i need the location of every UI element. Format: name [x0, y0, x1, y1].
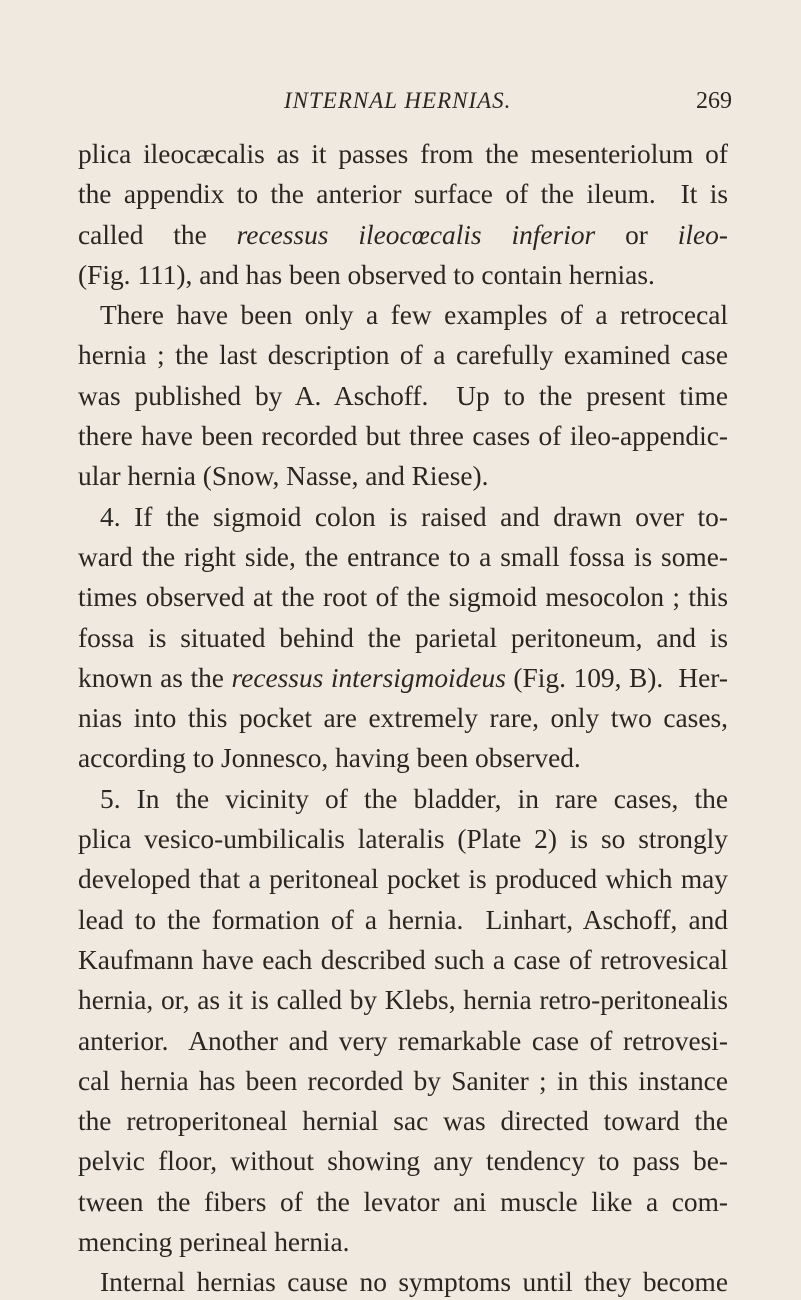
- text-line: [78, 819, 728, 859]
- text-line: [78, 1262, 728, 1300]
- text-run: 4. If the sigmoid colon is raised and drawn over to-: [100, 501, 728, 532]
- text-line: [78, 859, 728, 899]
- text-run: there have been recorded but three cases of ileo-appendic-: [78, 421, 728, 452]
- text-run: plica ileocæcalis as it passes from the mesenteriolum of: [78, 139, 728, 169]
- italic-term: recessus intersigmoideus: [231, 662, 506, 693]
- text-line: [78, 215, 728, 255]
- text-line: [78, 134, 728, 174]
- text-line: [78, 537, 728, 577]
- body-text: [78, 134, 728, 1300]
- text-run: mencing perineal hernia.: [78, 1227, 350, 1258]
- text-line: [78, 940, 728, 980]
- text-line: [78, 416, 728, 456]
- text-line: [78, 980, 728, 1020]
- page-number: 269: [696, 88, 732, 114]
- text-run: pelvic floor, without showing any tendency to pass be-: [78, 1146, 728, 1177]
- text-run: or: [595, 219, 678, 250]
- text-line: [78, 618, 728, 658]
- text-line: [78, 255, 728, 295]
- text-run: ward the right side, the entrance to a small fossa is some-: [78, 541, 728, 572]
- italic-term: ileo-: [677, 219, 728, 250]
- text-run: (Fig. 111), and has been observed to contain hernias.: [78, 259, 655, 290]
- text-line: [78, 1101, 728, 1141]
- text-line: [78, 658, 728, 698]
- text-run: plica vesico-umbilicalis lateralis (Plate 2) is so strongly: [78, 824, 728, 855]
- text-run: hernia, or, as it is called by Klebs, hernia retro-peritonealis: [78, 985, 728, 1016]
- text-line: [78, 1222, 728, 1262]
- text-run: There have been only a few examples of a retrocecal: [100, 300, 728, 331]
- text-run: ular hernia (Snow, Nasse, and Riese).: [78, 461, 489, 492]
- text-line: [78, 698, 728, 738]
- text-line: [78, 295, 728, 335]
- text-line: [78, 456, 728, 496]
- text-run: according to Jonnesco, having been observed.: [78, 743, 581, 774]
- text-run: Kaufmann have each described such a case of retrovesical: [78, 944, 728, 975]
- text-run: fossa is situated behind the parietal peritoneum, and is: [78, 622, 728, 653]
- text-run: hernia ; the last description of a carefully examined case: [78, 340, 728, 371]
- text-line: [78, 376, 728, 416]
- text-run: Internal hernias cause no symptoms until they become: [100, 1267, 728, 1298]
- text-line: [78, 497, 728, 537]
- text-line: [78, 335, 728, 375]
- italic-term: recessus ileocœcalis inferior: [236, 219, 596, 250]
- text-line: [78, 779, 728, 819]
- text-run: was published by A. Aschoff. Up to the present time: [78, 380, 728, 411]
- text-run: nias into this pocket are extremely rare, only two cases,: [78, 703, 728, 734]
- text-line: [78, 174, 728, 214]
- text-run: anterior. Another and very remarkable case of retrovesi-: [78, 1025, 728, 1056]
- text-run: the appendix to the anterior surface of the ileum. It is: [78, 179, 728, 210]
- text-run: called the: [78, 219, 237, 250]
- text-line: [78, 577, 728, 617]
- text-run: tween the fibers of the levator ani muscle like a com-: [78, 1186, 728, 1217]
- text-run: 5. In the vicinity of the bladder, in rare cases, the: [100, 783, 728, 814]
- text-run: lead to the formation of a hernia. Linhart, Aschoff, and: [78, 904, 728, 935]
- text-line: [78, 900, 728, 940]
- running-head: INTERNAL HERNIAS.: [284, 88, 512, 113]
- text-line: [78, 1061, 728, 1101]
- text-run: cal hernia has been recorded by Saniter ; in this instance: [78, 1065, 728, 1096]
- page-header: [0, 88, 801, 118]
- text-run: developed that a peritoneal pocket is produced which may: [78, 864, 728, 895]
- text-run: times observed at the root of the sigmoid mesocolon ; this: [78, 582, 728, 613]
- text-run: (Fig. 109, B). Her-: [505, 662, 728, 693]
- text-run: the retroperitoneal hernial sac was directed toward the: [78, 1106, 728, 1137]
- text-line: [78, 1141, 728, 1181]
- text-line: [78, 738, 728, 778]
- text-line: [78, 1182, 728, 1222]
- text-line: [78, 1021, 728, 1061]
- text-run: known as the: [78, 662, 232, 693]
